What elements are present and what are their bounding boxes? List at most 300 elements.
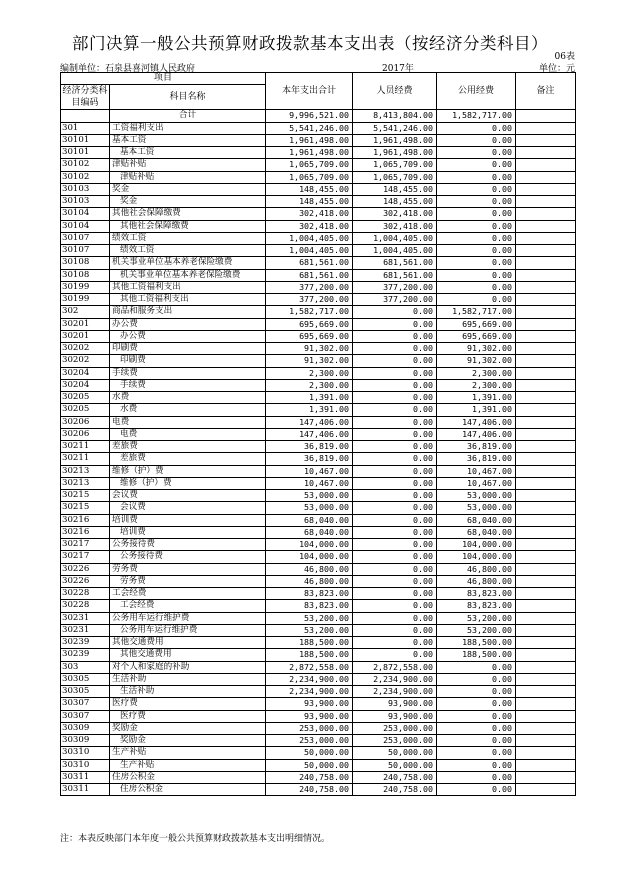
note-cell bbox=[516, 355, 576, 367]
name-cell: 电费 bbox=[110, 428, 266, 440]
note-cell bbox=[516, 477, 576, 489]
total-cell: 1,961,498.00 bbox=[266, 147, 353, 159]
note-cell bbox=[516, 147, 576, 159]
total-cell: 104,000.00 bbox=[266, 539, 353, 551]
public-cell: 104,000.00 bbox=[437, 539, 516, 551]
personnel-cell: 377,200.00 bbox=[353, 281, 437, 293]
personnel-cell: 681,561.00 bbox=[353, 269, 437, 281]
total-cell: 10,467.00 bbox=[266, 477, 353, 489]
name-cell: 办公费 bbox=[110, 318, 266, 330]
total-cell: 10,467.00 bbox=[266, 465, 353, 477]
currency-unit: 单位：元 bbox=[538, 64, 575, 74]
name-cell: 生活补助 bbox=[110, 673, 266, 685]
total-cell: 53,000.00 bbox=[266, 490, 353, 502]
note-cell bbox=[516, 575, 576, 587]
public-cell: 0.00 bbox=[437, 710, 516, 722]
public-cell: 188,500.00 bbox=[437, 637, 516, 649]
table-row bbox=[61, 208, 576, 220]
public-cell: 695,669.00 bbox=[437, 318, 516, 330]
name-cell: 奖励金 bbox=[110, 722, 266, 734]
public-cell: 0.00 bbox=[437, 722, 516, 734]
code-cell: 30202 bbox=[61, 355, 110, 367]
code-cell: 30205 bbox=[61, 392, 110, 404]
table-row bbox=[61, 343, 576, 355]
footnote: 注：本表反映部门本年度一般公共预算财政拨款基本支出明细情况。 bbox=[60, 834, 331, 844]
name-cell: 奖励金 bbox=[110, 735, 266, 747]
public-cell: 0.00 bbox=[437, 245, 516, 257]
code-cell: 30228 bbox=[61, 600, 110, 612]
table-row bbox=[61, 379, 576, 391]
code-cell: 30101 bbox=[61, 147, 110, 159]
public-cell: 0.00 bbox=[437, 208, 516, 220]
public-cell: 46,800.00 bbox=[437, 563, 516, 575]
name-cell: 其他社会保障缴费 bbox=[110, 220, 266, 232]
personnel-cell: 0.00 bbox=[353, 477, 437, 489]
name-cell: 其他工资福利支出 bbox=[110, 294, 266, 306]
total-cell: 681,561.00 bbox=[266, 257, 353, 269]
personnel-cell: 0.00 bbox=[353, 612, 437, 624]
name-cell: 维修（护）费 bbox=[110, 477, 266, 489]
note-cell bbox=[516, 269, 576, 281]
total-cell: 253,000.00 bbox=[266, 735, 353, 747]
public-cell: 104,000.00 bbox=[437, 551, 516, 563]
note-cell bbox=[516, 367, 576, 379]
name-cell: 医疗费 bbox=[110, 710, 266, 722]
public-cell: 83,823.00 bbox=[437, 600, 516, 612]
code-cell: 30231 bbox=[61, 612, 110, 624]
code-cell: 30101 bbox=[61, 134, 110, 146]
personnel-cell: 0.00 bbox=[353, 404, 437, 416]
code-cell: 30199 bbox=[61, 281, 110, 293]
personnel-cell: 93,900.00 bbox=[353, 710, 437, 722]
code-cell: 30102 bbox=[61, 159, 110, 171]
name-cell: 公务用车运行维护费 bbox=[110, 624, 266, 636]
note-cell bbox=[516, 134, 576, 146]
expenditure-table bbox=[60, 72, 576, 796]
personnel-cell: 0.00 bbox=[353, 490, 437, 502]
note-cell bbox=[516, 563, 576, 575]
public-cell: 68,040.00 bbox=[437, 526, 516, 538]
table-row bbox=[61, 771, 576, 783]
public-cell: 147,406.00 bbox=[437, 428, 516, 440]
personnel-cell: 0.00 bbox=[353, 453, 437, 465]
total-cell: 1,004,405.00 bbox=[266, 245, 353, 257]
table-row bbox=[61, 490, 576, 502]
personnel-cell: 0.00 bbox=[353, 465, 437, 477]
table-row bbox=[61, 355, 576, 367]
total-cell: 68,040.00 bbox=[266, 526, 353, 538]
table-row bbox=[61, 232, 576, 244]
note-cell bbox=[516, 465, 576, 477]
public-cell: 2,300.00 bbox=[437, 367, 516, 379]
table-row bbox=[61, 159, 576, 171]
note-cell bbox=[516, 637, 576, 649]
table-row bbox=[61, 416, 576, 428]
code-cell: 30309 bbox=[61, 735, 110, 747]
note-cell bbox=[516, 428, 576, 440]
note-cell bbox=[516, 416, 576, 428]
total-cell: 1,065,709.00 bbox=[266, 171, 353, 183]
code-cell: 30311 bbox=[61, 771, 110, 783]
note-cell bbox=[516, 306, 576, 318]
note-cell bbox=[516, 159, 576, 171]
code-cell: 30226 bbox=[61, 575, 110, 587]
personnel-cell: 0.00 bbox=[353, 563, 437, 575]
note-cell bbox=[516, 343, 576, 355]
personnel-cell: 2,872,558.00 bbox=[353, 661, 437, 673]
table-row bbox=[61, 281, 576, 293]
note-cell bbox=[516, 612, 576, 624]
total-cell: 147,406.00 bbox=[266, 428, 353, 440]
total-cell: 695,669.00 bbox=[266, 318, 353, 330]
personnel-cell: 93,900.00 bbox=[353, 698, 437, 710]
name-cell: 奖金 bbox=[110, 196, 266, 208]
total-cell: 240,758.00 bbox=[266, 784, 353, 796]
name-cell: 生活补助 bbox=[110, 686, 266, 698]
personnel-cell: 50,000.00 bbox=[353, 759, 437, 771]
note-cell bbox=[516, 453, 576, 465]
personnel-cell: 0.00 bbox=[353, 624, 437, 636]
public-cell: 0.00 bbox=[437, 784, 516, 796]
table-row bbox=[61, 710, 576, 722]
total-cell: 93,900.00 bbox=[266, 698, 353, 710]
public-cell: 0.00 bbox=[437, 281, 516, 293]
total-cell: 2,234,900.00 bbox=[266, 686, 353, 698]
header-note: 备注 bbox=[516, 73, 576, 110]
table-row bbox=[61, 514, 576, 526]
total-cell: 188,500.00 bbox=[266, 637, 353, 649]
note-cell bbox=[516, 661, 576, 673]
name-cell: 差旅费 bbox=[110, 453, 266, 465]
name-cell: 工资福利支出 bbox=[110, 122, 266, 134]
total-cell: 188,500.00 bbox=[266, 649, 353, 661]
code-cell: 30239 bbox=[61, 637, 110, 649]
code-cell: 30226 bbox=[61, 563, 110, 575]
personnel-cell: 148,455.00 bbox=[353, 196, 437, 208]
code-cell: 30305 bbox=[61, 673, 110, 685]
note-cell bbox=[516, 526, 576, 538]
code-cell: 302 bbox=[61, 306, 110, 318]
table-row bbox=[61, 551, 576, 563]
code-cell: 30215 bbox=[61, 502, 110, 514]
code-cell: 30239 bbox=[61, 649, 110, 661]
code-cell: 30104 bbox=[61, 220, 110, 232]
table-row bbox=[61, 637, 576, 649]
name-cell: 水费 bbox=[110, 404, 266, 416]
name-cell: 公务用车运行维护费 bbox=[110, 612, 266, 624]
public-cell: 1,582,717.00 bbox=[437, 110, 516, 122]
note-cell bbox=[516, 710, 576, 722]
name-cell: 医疗费 bbox=[110, 698, 266, 710]
note-cell bbox=[516, 232, 576, 244]
table-row bbox=[61, 306, 576, 318]
name-cell: 绩效工资 bbox=[110, 245, 266, 257]
name-cell: 公务接待费 bbox=[110, 539, 266, 551]
note-cell bbox=[516, 673, 576, 685]
public-cell: 91,302.00 bbox=[437, 355, 516, 367]
public-cell: 0.00 bbox=[437, 661, 516, 673]
table-row bbox=[61, 367, 576, 379]
table-row bbox=[61, 539, 576, 551]
name-cell: 住房公积金 bbox=[110, 771, 266, 783]
code-cell: 30311 bbox=[61, 784, 110, 796]
table-row bbox=[61, 612, 576, 624]
code-cell: 30211 bbox=[61, 441, 110, 453]
table-row bbox=[61, 318, 576, 330]
personnel-cell: 377,200.00 bbox=[353, 294, 437, 306]
code-cell: 30216 bbox=[61, 526, 110, 538]
public-cell: 10,467.00 bbox=[437, 465, 516, 477]
table-row bbox=[61, 759, 576, 771]
table-row bbox=[61, 134, 576, 146]
code-cell: 30307 bbox=[61, 698, 110, 710]
total-cell: 695,669.00 bbox=[266, 330, 353, 342]
personnel-cell: 2,234,900.00 bbox=[353, 686, 437, 698]
note-cell bbox=[516, 196, 576, 208]
table-row bbox=[61, 269, 576, 281]
name-cell: 水费 bbox=[110, 392, 266, 404]
code-cell: 30199 bbox=[61, 294, 110, 306]
code-cell: 30213 bbox=[61, 465, 110, 477]
public-cell: 53,000.00 bbox=[437, 490, 516, 502]
public-cell: 53,200.00 bbox=[437, 612, 516, 624]
report-meta bbox=[60, 61, 575, 72]
total-row bbox=[61, 110, 576, 122]
code-cell: 301 bbox=[61, 122, 110, 134]
public-cell: 0.00 bbox=[437, 159, 516, 171]
code-cell: 30107 bbox=[61, 245, 110, 257]
code-cell: 30231 bbox=[61, 624, 110, 636]
personnel-cell: 1,004,405.00 bbox=[353, 245, 437, 257]
header-item: 项目 bbox=[61, 73, 266, 85]
note-cell bbox=[516, 490, 576, 502]
personnel-cell: 302,418.00 bbox=[353, 208, 437, 220]
public-cell: 2,300.00 bbox=[437, 379, 516, 391]
table-row bbox=[61, 330, 576, 342]
table-row bbox=[61, 294, 576, 306]
personnel-cell: 1,065,709.00 bbox=[353, 159, 437, 171]
public-cell: 0.00 bbox=[437, 686, 516, 698]
note-cell bbox=[516, 686, 576, 698]
name-cell: 办公费 bbox=[110, 330, 266, 342]
public-cell: 0.00 bbox=[437, 171, 516, 183]
header-personnel: 人员经费 bbox=[353, 73, 437, 110]
total-cell: 253,000.00 bbox=[266, 722, 353, 734]
code-cell: 30108 bbox=[61, 257, 110, 269]
table-row bbox=[61, 673, 576, 685]
public-cell: 68,040.00 bbox=[437, 514, 516, 526]
total-cell: 91,302.00 bbox=[266, 343, 353, 355]
form-number: 06表 bbox=[554, 52, 575, 62]
table-row bbox=[61, 171, 576, 183]
personnel-cell: 50,000.00 bbox=[353, 747, 437, 759]
note-cell bbox=[516, 600, 576, 612]
personnel-cell: 1,961,498.00 bbox=[353, 134, 437, 146]
code-cell bbox=[61, 110, 110, 122]
table-row bbox=[61, 502, 576, 514]
note-cell bbox=[516, 208, 576, 220]
public-cell: 53,000.00 bbox=[437, 502, 516, 514]
note-cell bbox=[516, 171, 576, 183]
public-cell: 0.00 bbox=[437, 735, 516, 747]
personnel-cell: 0.00 bbox=[353, 526, 437, 538]
table-row bbox=[61, 563, 576, 575]
note-cell bbox=[516, 722, 576, 734]
personnel-cell: 0.00 bbox=[353, 416, 437, 428]
table-row bbox=[61, 220, 576, 232]
code-cell: 30104 bbox=[61, 208, 110, 220]
personnel-cell: 0.00 bbox=[353, 539, 437, 551]
personnel-cell: 253,000.00 bbox=[353, 722, 437, 734]
total-cell: 2,872,558.00 bbox=[266, 661, 353, 673]
name-cell: 培训费 bbox=[110, 526, 266, 538]
total-cell: 5,541,246.00 bbox=[266, 122, 353, 134]
code-cell: 30216 bbox=[61, 514, 110, 526]
table-row bbox=[61, 661, 576, 673]
note-cell bbox=[516, 649, 576, 661]
note-cell bbox=[516, 183, 576, 195]
public-cell: 147,406.00 bbox=[437, 416, 516, 428]
personnel-cell: 0.00 bbox=[353, 649, 437, 661]
public-cell: 1,582,717.00 bbox=[437, 306, 516, 318]
public-cell: 53,200.00 bbox=[437, 624, 516, 636]
note-cell bbox=[516, 784, 576, 796]
name-cell: 机关事业单位基本养老保险缴费 bbox=[110, 269, 266, 281]
total-cell: 377,200.00 bbox=[266, 294, 353, 306]
note-cell bbox=[516, 539, 576, 551]
table-row bbox=[61, 441, 576, 453]
public-cell: 1,391.00 bbox=[437, 404, 516, 416]
personnel-cell: 0.00 bbox=[353, 551, 437, 563]
note-cell bbox=[516, 698, 576, 710]
name-cell: 劳务费 bbox=[110, 575, 266, 587]
table-row bbox=[61, 477, 576, 489]
table-row bbox=[61, 624, 576, 636]
public-cell: 188,500.00 bbox=[437, 649, 516, 661]
total-cell: 53,000.00 bbox=[266, 502, 353, 514]
public-cell: 10,467.00 bbox=[437, 477, 516, 489]
personnel-cell: 0.00 bbox=[353, 502, 437, 514]
total-cell: 46,800.00 bbox=[266, 575, 353, 587]
public-cell: 36,819.00 bbox=[437, 453, 516, 465]
name-cell: 会议费 bbox=[110, 502, 266, 514]
name-cell: 奖金 bbox=[110, 183, 266, 195]
name-cell: 其他社会保障缴费 bbox=[110, 208, 266, 220]
public-cell: 0.00 bbox=[437, 269, 516, 281]
personnel-cell: 5,541,246.00 bbox=[353, 122, 437, 134]
personnel-cell: 681,561.00 bbox=[353, 257, 437, 269]
personnel-cell: 240,758.00 bbox=[353, 771, 437, 783]
personnel-cell: 0.00 bbox=[353, 514, 437, 526]
total-cell: 1,391.00 bbox=[266, 404, 353, 416]
public-cell: 1,391.00 bbox=[437, 392, 516, 404]
table-row bbox=[61, 649, 576, 661]
note-cell bbox=[516, 588, 576, 600]
note-cell bbox=[516, 551, 576, 563]
total-cell: 53,200.00 bbox=[266, 612, 353, 624]
personnel-cell: 0.00 bbox=[353, 306, 437, 318]
name-cell: 培训费 bbox=[110, 514, 266, 526]
code-cell: 30201 bbox=[61, 330, 110, 342]
public-cell: 0.00 bbox=[437, 759, 516, 771]
code-cell: 30204 bbox=[61, 367, 110, 379]
personnel-cell: 0.00 bbox=[353, 600, 437, 612]
personnel-cell: 240,758.00 bbox=[353, 784, 437, 796]
note-cell bbox=[516, 392, 576, 404]
table-row bbox=[61, 600, 576, 612]
note-cell bbox=[516, 281, 576, 293]
name-cell: 对个人和家庭的补助 bbox=[110, 661, 266, 673]
total-cell: 148,455.00 bbox=[266, 196, 353, 208]
public-cell: 36,819.00 bbox=[437, 441, 516, 453]
name-cell: 生产补贴 bbox=[110, 759, 266, 771]
total-cell: 1,065,709.00 bbox=[266, 159, 353, 171]
table-row bbox=[61, 575, 576, 587]
personnel-cell: 0.00 bbox=[353, 379, 437, 391]
personnel-cell: 0.00 bbox=[353, 367, 437, 379]
name-cell: 津贴补贴 bbox=[110, 171, 266, 183]
reporting-unit: 编制单位：石泉县喜河镇人民政府 bbox=[60, 64, 196, 74]
code-cell: 30102 bbox=[61, 171, 110, 183]
code-cell: 30217 bbox=[61, 539, 110, 551]
code-cell: 30202 bbox=[61, 343, 110, 355]
note-cell bbox=[516, 330, 576, 342]
public-cell: 695,669.00 bbox=[437, 330, 516, 342]
code-cell: 30103 bbox=[61, 196, 110, 208]
header-total: 本年支出合计 bbox=[266, 73, 353, 110]
total-cell: 302,418.00 bbox=[266, 208, 353, 220]
code-cell: 30305 bbox=[61, 686, 110, 698]
total-cell: 148,455.00 bbox=[266, 183, 353, 195]
table-body bbox=[61, 110, 576, 796]
note-cell bbox=[516, 759, 576, 771]
personnel-cell: 0.00 bbox=[353, 343, 437, 355]
public-cell: 46,800.00 bbox=[437, 575, 516, 587]
header-public: 公用经费 bbox=[437, 73, 516, 110]
table-row bbox=[61, 183, 576, 195]
table-row bbox=[61, 453, 576, 465]
name-cell: 绩效工资 bbox=[110, 232, 266, 244]
note-cell bbox=[516, 294, 576, 306]
name-cell: 住房公积金 bbox=[110, 784, 266, 796]
note-cell bbox=[516, 735, 576, 747]
note-cell bbox=[516, 122, 576, 134]
public-cell: 0.00 bbox=[437, 134, 516, 146]
total-cell: 104,000.00 bbox=[266, 551, 353, 563]
public-cell: 0.00 bbox=[437, 771, 516, 783]
personnel-cell: 0.00 bbox=[353, 392, 437, 404]
table-row bbox=[61, 465, 576, 477]
total-cell: 1,004,405.00 bbox=[266, 232, 353, 244]
total-cell: 68,040.00 bbox=[266, 514, 353, 526]
table-row bbox=[61, 257, 576, 269]
total-cell: 377,200.00 bbox=[266, 281, 353, 293]
name-cell: 机关事业单位基本养老保险缴费 bbox=[110, 257, 266, 269]
code-cell: 303 bbox=[61, 661, 110, 673]
personnel-cell: 302,418.00 bbox=[353, 220, 437, 232]
public-cell: 0.00 bbox=[437, 294, 516, 306]
header-code: 经济分类科目编码 bbox=[62, 86, 108, 109]
total-cell: 681,561.00 bbox=[266, 269, 353, 281]
personnel-cell: 0.00 bbox=[353, 428, 437, 440]
total-cell: 50,000.00 bbox=[266, 759, 353, 771]
total-cell: 2,234,900.00 bbox=[266, 673, 353, 685]
code-cell: 30206 bbox=[61, 428, 110, 440]
note-cell bbox=[516, 441, 576, 453]
name-cell: 其他交通费用 bbox=[110, 637, 266, 649]
code-cell: 30204 bbox=[61, 379, 110, 391]
note-cell bbox=[516, 379, 576, 391]
